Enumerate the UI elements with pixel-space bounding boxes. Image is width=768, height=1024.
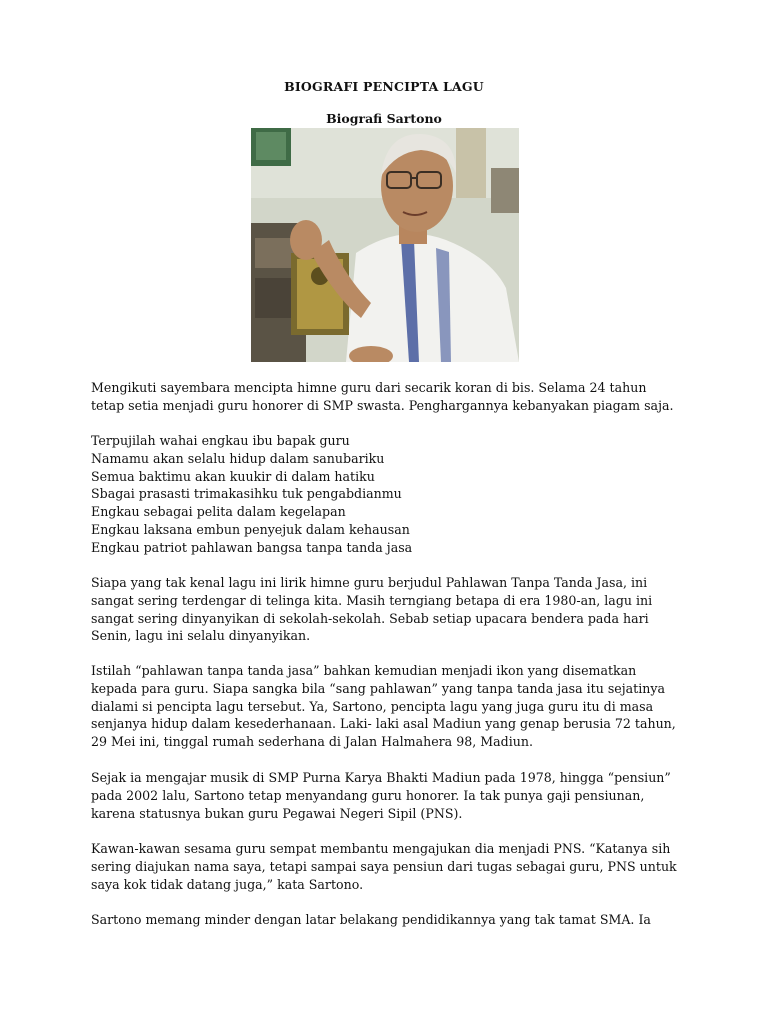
paragraph-line: Istilah “pahlawan tanpa tanda jasa” bahkan kemudian menjadi ikon yang disematkan: [91, 663, 637, 678]
portrait-illustration: [251, 128, 519, 362]
lyric-line: Engkau sebagai pelita dalam kegelapan: [91, 504, 346, 520]
document-title: BIOGRAFI PENCIPTA LAGU: [284, 79, 484, 94]
lyric-line: Sbagai prasasti trimakasihku tuk pengabdianmu: [91, 486, 402, 502]
paragraph-line: Mengikuti sayembara mencipta himne guru dari secarik koran di bis. Selama 24 tahun: [91, 380, 647, 395]
paragraph-line: sangat sering dinyanyikan di sekolah-sekolah. Sebab setiap upacara bendera pada hari: [91, 610, 649, 626]
paragraph-line: senjanya hidup dalam kesederhanaan. Laki- laki asal Madiun yang genap berusia 72 tahun,: [91, 716, 676, 732]
paragraph-term: [91, 662, 691, 751]
paragraph-intro: [91, 379, 691, 415]
paragraph-career: [91, 769, 691, 822]
lyric-line: Semua baktimu akan kuukir di dalam hatiku: [91, 468, 375, 484]
paragraph-line: karena statusnya bukan guru Pegawai Negeri Sipil (PNS).: [91, 805, 463, 821]
paragraph-line: kepada para guru. Siapa sangka bila “sang pahlawan” yang tanpa tanda jasa itu sejatinya: [91, 680, 665, 696]
paragraph-line: sangat sering terdengar di telinga kita. Masih terngiang betapa di era 1980-an, lagu ini: [91, 592, 653, 608]
paragraph-line: Sartono memang minder dengan latar belakang pendidikannya yang tak tamat SMA. Ia: [91, 912, 651, 927]
paragraph-line: pada 2002 lalu, Sartono tetap menyandang guru honorer. Ia tak punya gaji pensiunan,: [91, 787, 645, 803]
paragraph-line: saya kok tidak datang juga,” kata Sartono.: [91, 876, 364, 892]
paragraph-line: Senin, lagu ini selalu dinyanyikan.: [91, 628, 311, 644]
paragraph-education: [91, 911, 691, 929]
lyric-line: Terpujilah wahai engkau ibu bapak guru: [91, 433, 350, 448]
paragraph-line: Siapa yang tak kenal lagu ini lirik himne guru berjudul Pahlawan Tanpa Tanda Jasa, ini: [91, 575, 648, 590]
document-subtitle: Biografi Sartono: [326, 111, 442, 126]
paragraph-song-history: [91, 574, 691, 645]
lyric-line: Engkau patriot pahlawan bangsa tanpa tanda jasa: [91, 539, 413, 555]
portrait-photo: [251, 128, 519, 362]
lyrics-block: [91, 432, 691, 557]
paragraph-line: Sejak ia mengajar musik di SMP Purna Karya Bhakti Madiun pada 1978, hingga “pensiun”: [91, 770, 671, 785]
paragraph-line: Kawan-kawan sesama guru sempat membantu mengajukan dia menjadi PNS. “Katanya sih: [91, 841, 671, 856]
lyric-line: Namamu akan selalu hidup dalam sanubariku: [91, 450, 385, 466]
lyric-line: Engkau laksana embun penyejuk dalam kehausan: [91, 521, 410, 537]
paragraph-line: 29 Mei ini, tinggal rumah sederhana di Jalan Halmahera 98, Madiun.: [91, 734, 533, 750]
paragraph-line: tetap setia menjadi guru honorer di SMP swasta. Penghargannya kebanyakan piagam saja.: [91, 397, 674, 413]
paragraph-pns: [91, 840, 691, 893]
paragraph-line: sering diajukan nama saya, tetapi sampai saya pensiun dari tugas sebagai guru, PNS untuk: [91, 858, 677, 874]
paragraph-line: dialami si pencipta lagu tersebut. Ya, Sartono, pencipta lagu yang juga guru itu di masa: [91, 698, 654, 714]
